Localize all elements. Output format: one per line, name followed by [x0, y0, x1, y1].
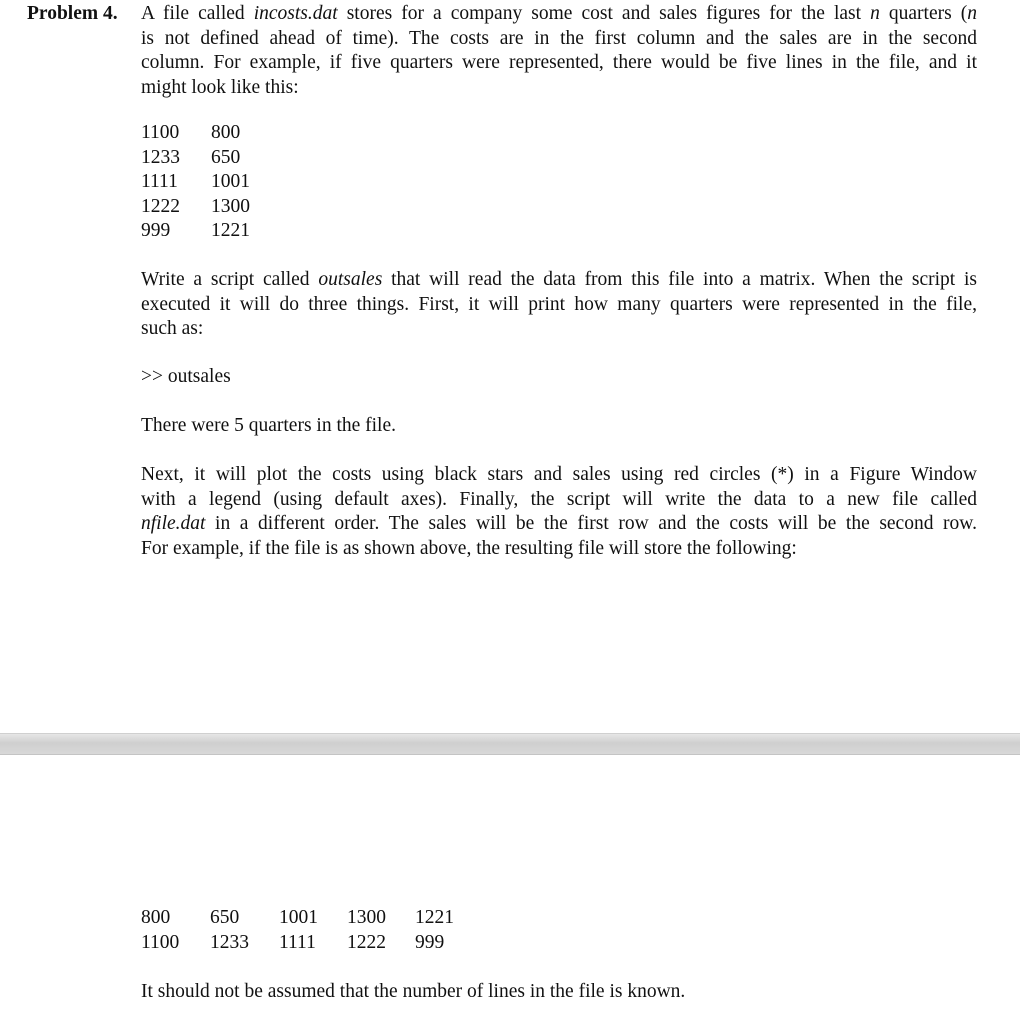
table-cell: 650 [211, 146, 241, 168]
table-row [141, 121, 271, 146]
table-cell: 800 [211, 122, 241, 143]
table-row [141, 195, 271, 220]
italic-term: outsales [318, 269, 383, 290]
table-cell: 1233 [210, 931, 249, 953]
page-divider [0, 733, 1020, 755]
paragraph-line: nfile.dat in a different order. The sales will be the first row and the costs will be the second row. [141, 513, 977, 534]
paragraph-line: For example, if the file is as shown above, the resulting file will store the following: [141, 537, 797, 559]
paragraph-line: executed it will do three things. First, it will print how many quarters were represented in the file, [141, 293, 977, 315]
table-row [141, 170, 271, 195]
table-cell: 1300 [347, 907, 386, 928]
italic-term: n [870, 3, 880, 24]
paragraph-line: Write a script called outsales that will read the data from this file into a matrix. When the script is [141, 269, 978, 290]
paragraph-line: with a legend (using default axes). Finally, the script will write the data to a new file called [141, 488, 977, 510]
italic-term: incosts.dat [253, 3, 338, 24]
task-paragraph [141, 268, 977, 342]
output-data-table [141, 906, 475, 955]
table-cell: 800 [141, 907, 171, 928]
table-cell: 1221 [415, 907, 454, 928]
table-cell: 650 [210, 907, 240, 928]
table-cell: 1111 [141, 171, 178, 192]
paragraph-line: column. For example, if five quarters were represented, there would be five lines in the file, and it [141, 52, 977, 73]
paragraph-line: such as: [141, 318, 204, 339]
italic-term: nfile.dat [141, 513, 206, 534]
italic-term: n [967, 3, 977, 24]
table-row [141, 146, 271, 171]
output-data-body [141, 906, 475, 955]
intro-paragraph [141, 2, 977, 100]
table-row [141, 906, 475, 931]
table-cell: 1222 [141, 195, 180, 217]
paragraph-line: A file called incosts.dat stores for a company some cost and sales figures for the last n quarters (n [141, 3, 977, 24]
paragraph-line: Next, it will plot the costs using black stars and sales using red circles (*) in a Figure Window [141, 464, 977, 485]
problem-label: Problem 4. [27, 3, 118, 24]
output-message: There were 5 quarters in the file. [141, 415, 397, 436]
input-data-body [141, 121, 271, 244]
table-cell: 1221 [211, 220, 250, 241]
closing-note: It should not be assumed that the number of lines in the file is known. [141, 981, 686, 1002]
table-row [141, 931, 475, 956]
table-cell: 1100 [141, 931, 180, 953]
paragraph-line: might look like this: [141, 76, 299, 98]
input-data-table [141, 121, 271, 244]
table-cell: 1100 [141, 122, 180, 143]
paragraph-line: is not defined ahead of time). The costs are in the first column and the sales are in the second [141, 27, 977, 49]
next-paragraph [141, 463, 977, 561]
command-example: >> outsales [141, 366, 231, 387]
table-cell: 1001 [279, 907, 318, 928]
table-cell: 1222 [347, 931, 386, 953]
table-cell: 999 [141, 220, 171, 241]
table-cell: 1233 [141, 146, 180, 168]
table-row [141, 219, 271, 244]
table-cell: 1111 [279, 931, 316, 953]
table-cell: 999 [415, 931, 445, 953]
table-cell: 1300 [211, 195, 250, 217]
table-cell: 1001 [211, 171, 250, 192]
